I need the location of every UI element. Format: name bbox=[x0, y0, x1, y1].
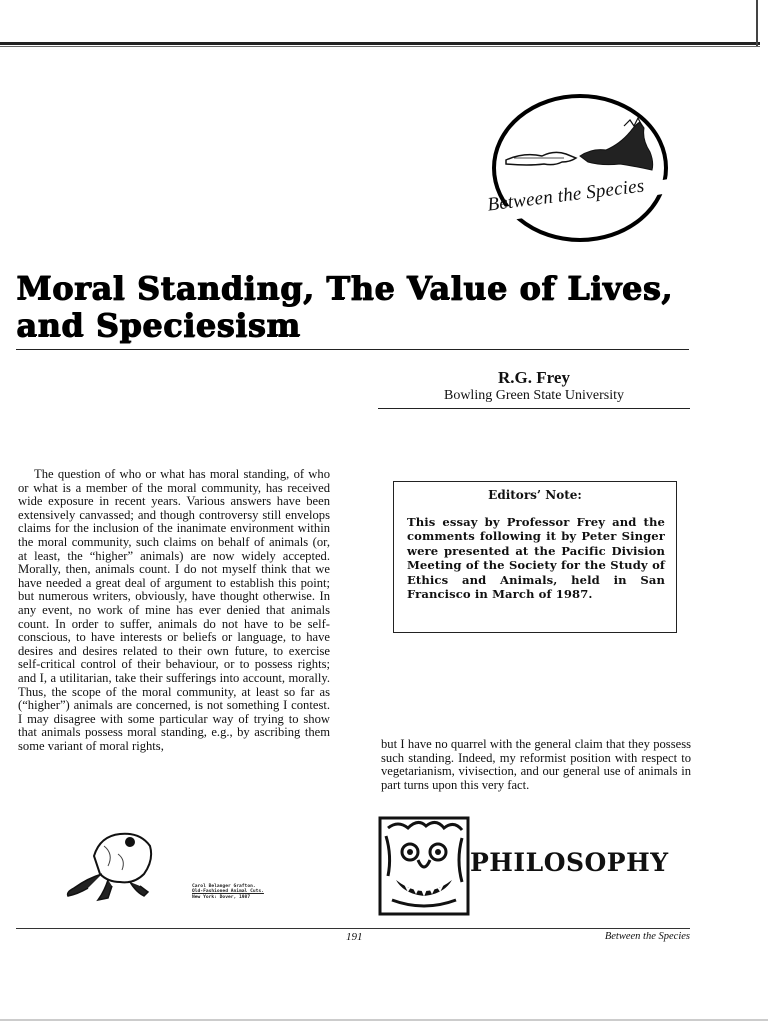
scan-edge bbox=[0, 1019, 768, 1021]
author-name: R.G. Frey bbox=[498, 368, 570, 387]
top-rule-thin bbox=[0, 46, 760, 47]
page-number: 191 bbox=[346, 931, 363, 943]
body-left-column: The question of who or what has moral standing, of who or what is a member of the moral community, has received wide exposure in recent years. Various answers have been extensively canvassed; and though controversy still envelops claims for the inclusion of the inanimate environment within the moral community, such claims on behalf of animals (or, at least, the “higher” animals) are now widely accepted. Morally, then, animals count. I do not myself think that we have needed a great deal of argument to establish this point; but numerous writers, obviously, have thought otherwise. In any event, no work of mine has ever denied that animals count. In order to suffer, animals do not have to be self-conscious, to have interests or beliefs or language, to have desires and desires related to their own future, to exercise self-critical control of their behaviour, or to possess rights; and I, a utilitarian, take their sufferings into account, morally. Thus, the scope of the moral community, at least so far as (“higher”) animals are concerned, is not something I contest. I may disagree with some particular way of trying to show that animals possess moral standing, e.g., by ascribing them some variant of moral rights, bbox=[18, 467, 330, 753]
author-affiliation: Bowling Green State University bbox=[443, 388, 625, 403]
top-rule bbox=[0, 42, 760, 45]
frog-icon bbox=[64, 826, 156, 906]
editors-note-text: This essay by Professor Frey and the comments following it by Peter Singer were presented at the Pacific Division Meeting of the Society for the Study of Ethics and Animals, held in San Francisco in March of 1987. bbox=[407, 515, 665, 602]
body-right-column: but I have no quarrel with the general claim that they possess such standing. Indeed, my reformist position with respect to vegetarianism, vivisection, and our general use of animals in part turns upon this very fact. bbox=[381, 737, 691, 792]
author-rule bbox=[378, 408, 690, 409]
logo-text: Between the Species bbox=[486, 175, 646, 216]
editors-note-heading: Editors’ Note: bbox=[488, 488, 582, 502]
footer-journal-name: Between the Species bbox=[604, 931, 690, 942]
editors-note-box bbox=[393, 481, 677, 633]
footer-rule bbox=[16, 928, 690, 929]
illustration-credit bbox=[192, 884, 292, 900]
credit-line: Old-Fashioned Animal Cuts. bbox=[192, 889, 264, 895]
article-title: Moral Standing, The Value of Lives, and Speciesism bbox=[16, 269, 673, 344]
section-label: PHILOSOPHY bbox=[470, 848, 669, 877]
grotesque-face-icon bbox=[378, 816, 470, 916]
hands-reaching-icon bbox=[484, 92, 674, 244]
credit-line: New York: Dover, 1987 bbox=[192, 894, 251, 900]
title-rule bbox=[16, 349, 689, 350]
credit-line: Carol Belanger Grafton. bbox=[192, 884, 256, 889]
corner-rule bbox=[756, 0, 758, 46]
